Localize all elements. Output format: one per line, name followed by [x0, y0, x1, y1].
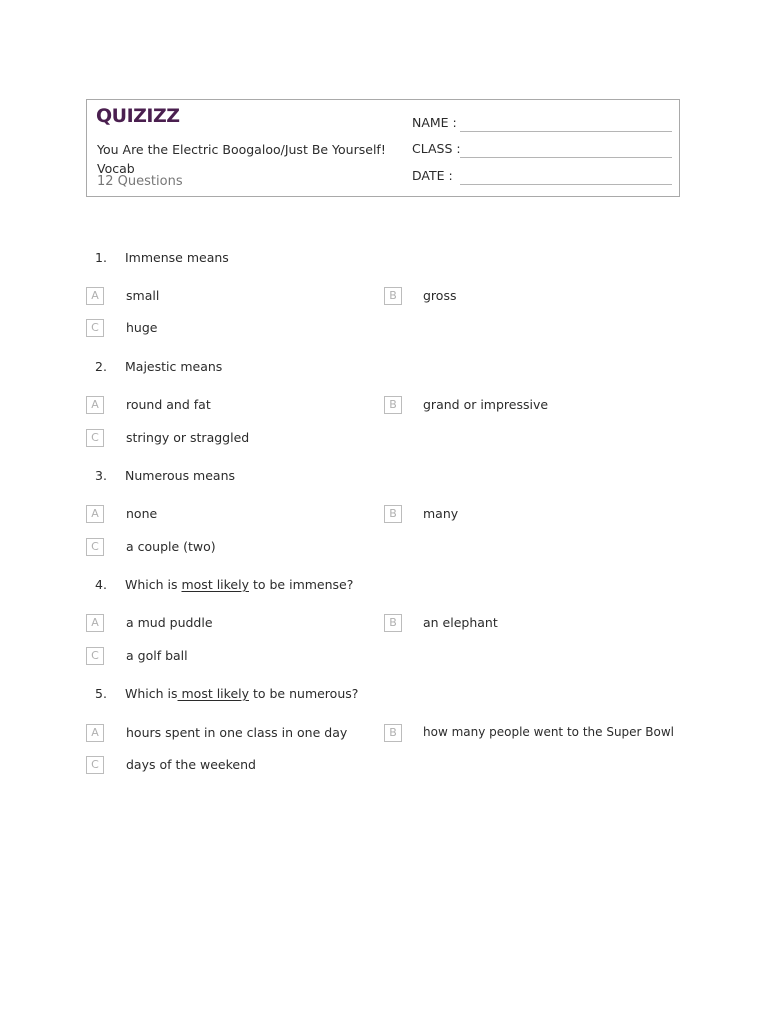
option-text: none — [126, 506, 158, 521]
class-label: CLASS : — [412, 141, 461, 156]
option-text: huge — [126, 320, 158, 335]
quizizz-logo: QUIZIZZ — [96, 105, 180, 127]
name-label: NAME : — [412, 115, 457, 130]
option-text: a golf ball — [126, 648, 188, 663]
option-letter-box: A — [86, 724, 104, 742]
option-letter-box: C — [86, 429, 104, 447]
option-text: hours spent in one class in one day — [126, 725, 348, 740]
option-letter-box: B — [384, 614, 402, 632]
question-text: Immense means — [125, 250, 229, 265]
date-line[interactable] — [460, 184, 672, 185]
option-text: days of the weekend — [126, 757, 256, 772]
question-number: 1. — [95, 250, 107, 265]
option-text: a mud puddle — [126, 615, 213, 630]
option-letter-box: C — [86, 756, 104, 774]
option-letter-box: A — [86, 396, 104, 414]
date-label: DATE : — [412, 168, 453, 183]
quiz-header — [86, 99, 680, 197]
option-text: how many people went to the Super Bowl — [423, 725, 675, 739]
option-letter-box: A — [86, 614, 104, 632]
option-letter-box: A — [86, 505, 104, 523]
name-field — [412, 115, 457, 130]
class-field — [412, 141, 461, 156]
question-text: Which is most likely to be numerous? — [125, 686, 359, 701]
option-text: round and fat — [126, 397, 211, 412]
option-letter-box: B — [384, 396, 402, 414]
option-letter-box: B — [384, 505, 402, 523]
option-text: gross — [423, 288, 457, 303]
question-number: 2. — [95, 359, 107, 374]
option-text: many — [423, 506, 459, 521]
option-text: a couple (two) — [126, 539, 216, 554]
question-text: Numerous means — [125, 468, 236, 483]
option-letter-box: A — [86, 287, 104, 305]
class-line[interactable] — [460, 157, 672, 158]
question-text: Which is most likely to be immense? — [125, 577, 354, 592]
quiz-title: You Are the Electric Boogaloo/Just Be Yourself! Vocab — [97, 142, 386, 176]
option-letter-box: C — [86, 319, 104, 337]
option-letter-box: B — [384, 287, 402, 305]
option-letter-box: B — [384, 724, 402, 742]
option-text: small — [126, 288, 160, 303]
question-number: 4. — [95, 577, 107, 592]
name-line[interactable] — [460, 131, 672, 132]
option-letter-box: C — [86, 538, 104, 556]
question-number: 5. — [95, 686, 107, 701]
option-letter-box: C — [86, 647, 104, 665]
option-text: grand or impressive — [423, 397, 549, 412]
question-count: 12 Questions — [97, 174, 183, 189]
question-text: Majestic means — [125, 359, 223, 374]
date-field — [412, 168, 453, 183]
option-text: an elephant — [423, 615, 498, 630]
question-number: 3. — [95, 468, 107, 483]
option-text: stringy or straggled — [126, 430, 250, 445]
